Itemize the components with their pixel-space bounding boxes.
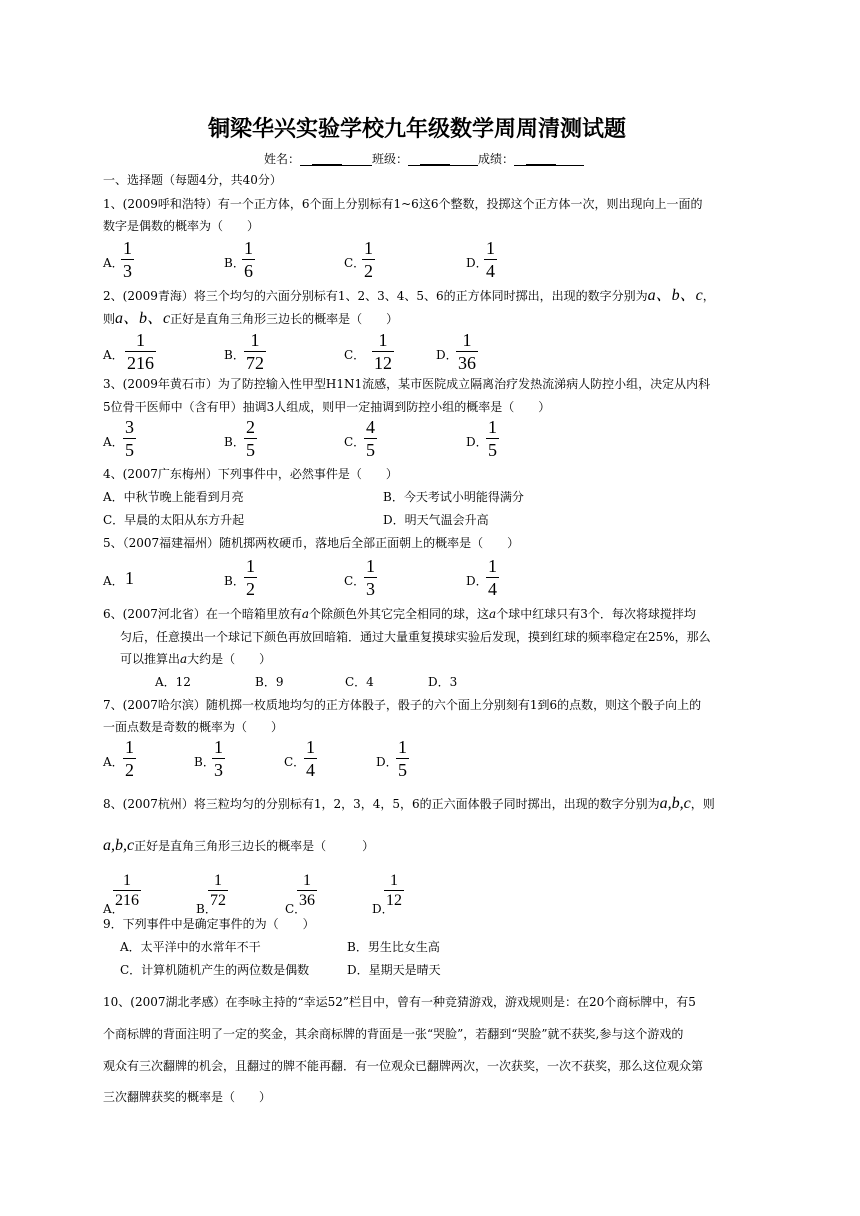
q3-line2: 5位骨干医师中（含有甲）抽调3人组成，则甲一定抽调到防控小组的概率是（ ） (103, 400, 551, 414)
fraction: 1 2 (125, 737, 134, 780)
fraction: 1 4 (488, 556, 497, 599)
q5-line1: 5、（2007福建福州）随机掷两枚硬币，落地后全部正面朝上的概率是（ ） (103, 536, 520, 550)
fraction: 1 3 (214, 737, 223, 780)
fraction: 1 5 (398, 737, 407, 780)
fraction: 1 72 (246, 330, 264, 373)
q7-line2: 一面点数是奇数的概率为（ ） (103, 720, 284, 734)
q4-option-d: D．明天气温会升高 (383, 513, 489, 527)
q4-option-b: B．今天考试小明能得满分 (383, 490, 524, 504)
fraction: 1 36 (299, 872, 315, 909)
class-label: 班级： (372, 152, 409, 166)
q6-option-b: B．9 (255, 675, 284, 689)
q7-line1: 7、(2007哈尔滨）随机掷一枚质地均匀的正方体骰子，骰子的六个面上分别刻有1到6的点数，则这个骰子向上的 (103, 698, 702, 712)
q9-option-d: D．星期天是晴天 (347, 963, 441, 977)
q6-line2: 匀后，任意摸出一个球记下颜色再放回暗箱．通过大量重复摸球实验后发现，摸到红球的频率稳定在25%，那么 (120, 630, 711, 644)
q6-line1: 6、(2007河北省）在一个暗箱里放有a个除颜色外其它完全相同的球，这a个球中红球只有3个．每次将球搅拌均 (103, 607, 696, 621)
student-info-line (264, 151, 584, 167)
fraction: 1 3 (366, 556, 375, 599)
q10-line1: 10、(2007湖北孝感）在李咏主持的“幸运52”栏目中，曾有一种竞猜游戏，游戏规则是：在20个商标牌中，有5 (103, 995, 696, 1009)
fraction: 4 5 (366, 417, 375, 460)
q2-line2: 则a、b、c正好是直角三角形三边长的概率是（ ） (103, 310, 399, 327)
fraction: 1 6 (244, 238, 253, 281)
fraction: 1 12 (386, 872, 402, 909)
q6-line3: 可以推算出a大约是（ ） (120, 652, 272, 666)
q10-line2: 个商标牌的背面注明了一定的奖金，其余商标牌的背面是一张“哭脸”，若翻到“哭脸”就不获奖,参与这个游戏的 (103, 1027, 684, 1041)
q8-line2: a,b,c正好是直角三角形三边长的概率是（ ） (103, 837, 375, 854)
q8-line1: 8、(2007杭州）将三粒均匀的分别标有1，2，3，4，5，6的正六面体骰子同时掷出，出现的数字分别为a,b,c，则 (103, 795, 715, 812)
fraction: 1 5 (488, 417, 497, 460)
q10-line3: 观众有三次翻牌的机会，且翻过的牌不能再翻．有一位观众已翻牌两次，一次获奖，一次不获奖，那么这位观众第 (103, 1059, 704, 1073)
fraction: 1 216 (115, 872, 139, 909)
q9-option-a: A．太平洋中的水常年不干 (120, 940, 261, 954)
q6-option-d: D．3 (428, 675, 458, 689)
fraction: 1 4 (486, 238, 495, 281)
fraction: 1 36 (458, 330, 476, 373)
q10-line4: 三次翻牌获奖的概率是（ ） (103, 1090, 272, 1104)
q6-option-a: A．12 (155, 675, 191, 689)
q9-option-b: B．男生比女生高 (347, 940, 440, 954)
q4-option-a: A．中秋节晚上能看到月亮 (103, 490, 244, 504)
q9-option-c: C．计算机随机产生的两位数是偶数 (120, 963, 310, 977)
fraction: 1 4 (306, 737, 315, 780)
page-title: 铜梁华兴实验学校九年级数学周周清测试题 (208, 117, 627, 142)
q1-line1: 1、(2009呼和浩特）有一个正方体，6个面上分别标有1~6这6个整数，投掷这个正方体一次，则出现向上一面的 (103, 197, 703, 211)
score-label: 成绩： (478, 152, 515, 166)
q4-option-c: C．早晨的太阳从东方升起 (103, 513, 245, 527)
q3-line1: 3、(2009年黄石市）为了防控输入性甲型H1N1流感，某市医院成立隔离治疗发热流涕病人防控小组，决定从内科 (103, 377, 711, 391)
q6-option-c: C．4 (345, 675, 374, 689)
q1-line2: 数字是偶数的概率为（ ） (103, 219, 260, 233)
fraction: 2 5 (246, 417, 255, 460)
q4-line1: 4、(2007广东梅州）下列事件中，必然事件是（ ） (103, 467, 398, 481)
fraction: 1 12 (374, 330, 392, 373)
fraction: 1 216 (127, 330, 154, 373)
fraction: 1 2 (246, 556, 255, 599)
fraction: 1 3 (123, 238, 132, 281)
q2-line1: 2、(2009青海）将三个均匀的六面分别标有1、2、3、4、5、6的正方体同时掷出，出现的数字分别为a、b、c， (103, 287, 715, 304)
section-heading: 一、选择题（每题4分，共40分） (103, 173, 282, 187)
fraction: 3 5 (125, 417, 134, 460)
name-label: 姓名： (264, 152, 301, 166)
q9-line1: 9．下列事件中是确定事件的为（ ） (103, 917, 315, 931)
fraction: 1 2 (364, 238, 373, 281)
fraction: 1 72 (210, 872, 226, 909)
